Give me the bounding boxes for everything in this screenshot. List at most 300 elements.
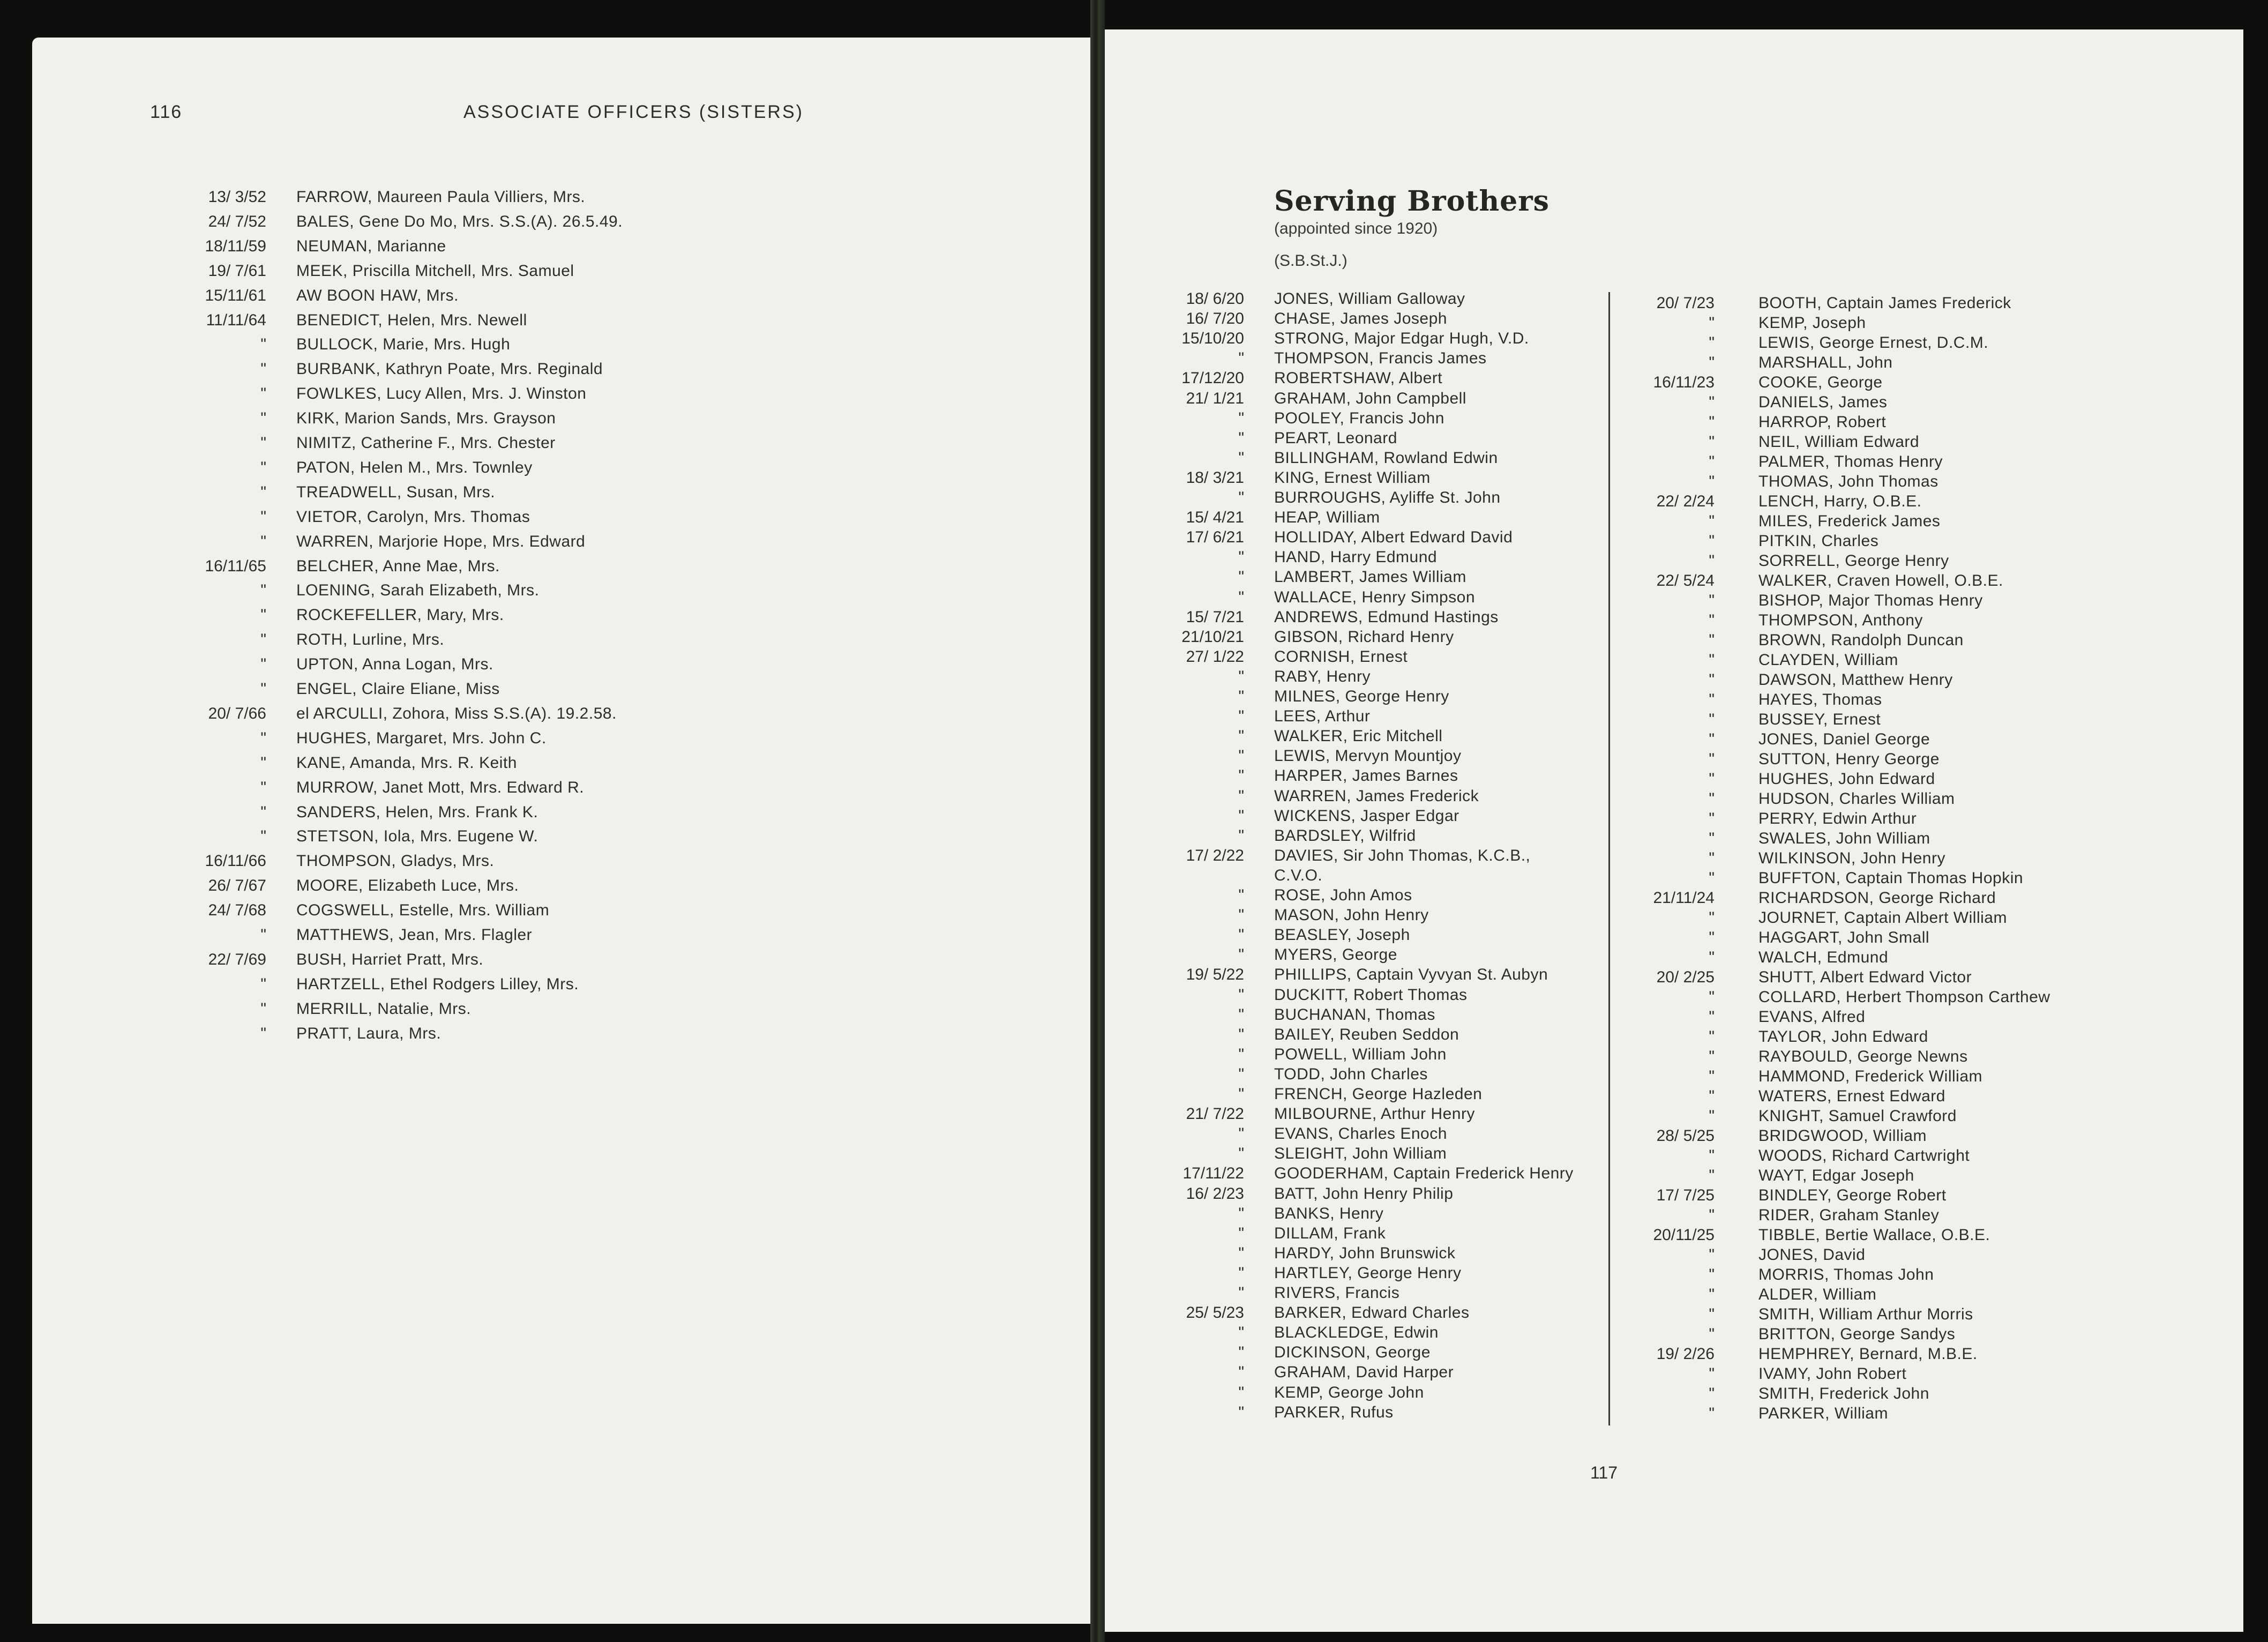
section-subheading: (appointed since 1920) — [1274, 220, 1438, 237]
entry-date: " — [1709, 1365, 1715, 1383]
entry-name: MARSHALL, John — [1758, 354, 1893, 371]
entry-date: " — [1709, 770, 1715, 788]
entry-date: " — [1709, 949, 1715, 966]
entry-date: 16/11/23 — [1653, 374, 1715, 391]
entry-date: " — [260, 483, 266, 501]
entry-date: 15/11/61 — [205, 286, 266, 304]
entry-date: 17/12/20 — [1181, 369, 1244, 387]
entry-name: PITKIN, Charles — [1758, 532, 1879, 550]
entry-name: MORRIS, Thomas John — [1758, 1266, 1934, 1283]
entry-name: THOMAS, John Thomas — [1758, 473, 1938, 490]
entry-name: BUSH, Harriet Pratt, Mrs. — [296, 950, 484, 968]
entry-date: 17/ 7/25 — [1656, 1186, 1715, 1204]
entry-date: " — [1238, 886, 1244, 904]
entry-name: STRONG, Major Edgar Hugh, V.D. — [1274, 330, 1529, 348]
entry-name: DILLAM, Frank — [1274, 1224, 1386, 1242]
entry-name: HAMMOND, Frederick William — [1758, 1068, 1982, 1085]
entry-name: SANDERS, Helen, Mrs. Frank K. — [296, 803, 538, 821]
entry-name: THOMPSON, Gladys, Mrs. — [296, 852, 495, 870]
entry-date: " — [1709, 651, 1715, 669]
entry-date: " — [1238, 1363, 1244, 1382]
entry-name: HARROP, Robert — [1758, 413, 1887, 431]
entry-date: 19/ 2/26 — [1656, 1345, 1715, 1363]
entry-date: " — [1238, 1264, 1244, 1282]
entry-date: 20/ 7/66 — [208, 704, 266, 722]
entry-name: SWALES, John William — [1758, 830, 1930, 847]
entry-name: JOURNET, Captain Albert William — [1758, 909, 2007, 927]
entry-date: " — [1238, 588, 1244, 606]
entry-name: BENEDICT, Helen, Mrs. Newell — [296, 311, 527, 329]
entry-date: " — [1238, 1065, 1244, 1083]
entry-name: ROBERTSHAW, Albert — [1274, 369, 1443, 387]
entry-date: 28/ 5/25 — [1656, 1127, 1715, 1145]
entry-date: 17/11/22 — [1182, 1165, 1244, 1183]
entry-name: CLAYDEN, William — [1758, 651, 1898, 669]
entry-date: " — [1238, 1145, 1244, 1163]
entry-name: HARPER, James Barnes — [1274, 767, 1458, 785]
entry-date: " — [260, 655, 266, 674]
entry-name: RAYBOULD, George Newns — [1758, 1048, 1968, 1065]
entry-name: POWELL, William John — [1274, 1045, 1447, 1063]
entry-name: COOKE, George — [1758, 374, 1883, 391]
entry-name: PRATT, Laura, Mrs. — [296, 1024, 441, 1042]
entry-name: HARTLEY, George Henry — [1274, 1264, 1462, 1282]
entry-name: MILES, Frederick James — [1758, 512, 1941, 530]
entry-date: " — [260, 385, 266, 403]
entry-date: " — [1238, 1224, 1244, 1242]
entry-name: BLACKLEDGE, Edwin — [1274, 1324, 1439, 1342]
entry-name: POOLEY, Francis John — [1274, 409, 1444, 427]
entry-date: " — [1238, 1383, 1244, 1401]
entry-name: MYERS, George — [1274, 946, 1397, 964]
entry-date: 17/ 6/21 — [1186, 528, 1244, 547]
entry-name: RABY, Henry — [1274, 667, 1371, 685]
entry-name: RIVERS, Francis — [1274, 1284, 1400, 1302]
entry-name: BUSSEY, Ernest — [1758, 711, 1881, 728]
entry-date: " — [1709, 1305, 1715, 1323]
entry-name: BOOTH, Captain James Frederick — [1758, 294, 2011, 312]
entry-date: " — [1238, 1085, 1244, 1103]
entry-name: SORRELL, George Henry — [1758, 552, 1949, 570]
entry-name: ROTH, Lurline, Mrs. — [296, 631, 445, 649]
entry-date: " — [1709, 1405, 1715, 1422]
entry-name: KIRK, Marion Sands, Mrs. Grayson — [296, 409, 556, 428]
entry-date: " — [1709, 334, 1715, 352]
entry-date: 15/ 4/21 — [1186, 509, 1244, 527]
entry-date: 19/ 7/61 — [208, 262, 266, 280]
entry-name: GOODERHAM, Captain Frederick Henry — [1274, 1165, 1574, 1183]
entry-name: KEMP, George John — [1274, 1383, 1424, 1401]
entry-name: WALKER, Eric Mitchell — [1274, 727, 1443, 745]
entry-date: " — [1709, 1068, 1715, 1085]
entry-name: BILLINGHAM, Rowland Edwin — [1274, 449, 1498, 467]
entry-name: BAILEY, Reuben Seddon — [1274, 1025, 1459, 1043]
entry-date: 16/ 7/20 — [1186, 310, 1244, 328]
entry-date: " — [1238, 1025, 1244, 1043]
entry-date: 18/ 3/21 — [1186, 468, 1244, 487]
entry-name: VIETOR, Carolyn, Mrs. Thomas — [296, 507, 530, 526]
entry-date: " — [1238, 727, 1244, 745]
entry-date: " — [1238, 1045, 1244, 1063]
entry-date: 21/ 7/22 — [1186, 1105, 1244, 1123]
entry-date: " — [1709, 1107, 1715, 1125]
entry-name: LOENING, Sarah Elizabeth, Mrs. — [296, 581, 540, 600]
entry-name: NEIL, William Edward — [1758, 433, 1920, 451]
entry-date: " — [1709, 314, 1715, 332]
entry-name: BISHOP, Major Thomas Henry — [1758, 592, 1983, 609]
entry-date: " — [1238, 548, 1244, 566]
entry-date: " — [1709, 1266, 1715, 1283]
entry-date: " — [1709, 1147, 1715, 1165]
entry-name: TODD, John Charles — [1274, 1065, 1428, 1083]
entry-date: " — [1238, 349, 1244, 368]
entry-name: BARKER, Edward Charles — [1274, 1304, 1470, 1322]
entry-name: BINDLEY, George Robert — [1758, 1186, 1947, 1204]
entry-date: 22/ 5/24 — [1656, 572, 1715, 589]
entry-date: " — [260, 926, 266, 944]
entry-name: HARTZELL, Ethel Rodgers Lilley, Mrs. — [296, 975, 579, 993]
entry-date: " — [1709, 1206, 1715, 1224]
entry-name: PEART, Leonard — [1274, 429, 1397, 447]
entry-name: GIBSON, Richard Henry — [1274, 628, 1454, 646]
entry-date: " — [1238, 667, 1244, 685]
entry-date: 21/ 1/21 — [1186, 389, 1244, 407]
entry-date: " — [1709, 453, 1715, 471]
entry-date: " — [1238, 1284, 1244, 1302]
entry-name: BALES, Gene Do Mo, Mrs. S.S.(A). 26.5.49. — [296, 212, 623, 230]
section-heading: Serving Brothers — [1274, 185, 1550, 218]
entry-name: RIDER, Graham Stanley — [1758, 1206, 1940, 1224]
entry-date: " — [1238, 807, 1244, 825]
entry-date: 18/ 6/20 — [1186, 290, 1244, 308]
entry-name: LENCH, Harry, O.B.E. — [1758, 492, 1922, 510]
entry-name: UPTON, Anna Logan, Mrs. — [296, 655, 493, 674]
entry-name: LEWIS, George Ernest, D.C.M. — [1758, 334, 1989, 352]
entry-name: ROSE, John Amos — [1274, 886, 1412, 904]
entry-date: " — [260, 753, 266, 772]
entry-name: WATERS, Ernest Edward — [1758, 1087, 1945, 1105]
entry-date: " — [1709, 611, 1715, 629]
entry-date: " — [260, 458, 266, 476]
entry-name: ANDREWS, Edmund Hastings — [1274, 608, 1499, 626]
entry-date: " — [1238, 747, 1244, 765]
entry-date: " — [1709, 1087, 1715, 1105]
entry-date: " — [1709, 433, 1715, 451]
entry-name: LEES, Arthur — [1274, 707, 1371, 726]
entry-date: " — [1238, 707, 1244, 726]
entry-name: JONES, William Galloway — [1274, 290, 1465, 308]
entry-name: WARREN, James Frederick — [1274, 787, 1479, 805]
entry-name: GRAHAM, John Campbell — [1274, 389, 1466, 407]
entry-name: LEWIS, Mervyn Mountjoy — [1274, 747, 1462, 765]
entry-name: EVANS, Alfred — [1758, 1008, 1866, 1026]
entry-date: " — [260, 729, 266, 747]
entry-name: BROWN, Randolph Duncan — [1758, 631, 1964, 649]
entry-name: STETSON, Iola, Mrs. Eugene W. — [296, 827, 538, 846]
entry-date: " — [1709, 730, 1715, 748]
column-divider — [1608, 292, 1610, 1425]
right-page-number: 117 — [1590, 1463, 1618, 1482]
entry-date: 25/ 5/23 — [1186, 1304, 1244, 1322]
entry-name: THOMPSON, Francis James — [1274, 349, 1487, 368]
entry-name: BUFFTON, Captain Thomas Hopkin — [1758, 869, 2024, 887]
entry-date: " — [1238, 767, 1244, 785]
entry-name: BRIDGWOOD, William — [1758, 1127, 1927, 1145]
entry-date: " — [260, 507, 266, 526]
entry-name: DAVIES, Sir John Thomas, K.C.B., — [1274, 846, 1531, 864]
entry-name: MATTHEWS, Jean, Mrs. Flagler — [296, 926, 533, 944]
entry-name: WALLACE, Henry Simpson — [1274, 588, 1476, 606]
entry-name: WALCH, Edmund — [1758, 949, 1889, 966]
entry-date: " — [260, 803, 266, 821]
entry-name: FOWLKES, Lucy Allen, Mrs. J. Winston — [296, 385, 587, 403]
entry-name: WALKER, Craven Howell, O.B.E. — [1758, 572, 2003, 589]
entry-date: " — [260, 606, 266, 624]
entry-date: " — [1238, 1344, 1244, 1362]
entry-name: EVANS, Charles Enoch — [1274, 1125, 1447, 1143]
entry-date: 26/ 7/67 — [208, 877, 266, 895]
entry-name: LAMBERT, James William — [1274, 568, 1466, 586]
entry-date: " — [1709, 869, 1715, 887]
entry-name: KING, Ernest William — [1274, 468, 1431, 487]
entry-name: MILNES, George Henry — [1274, 688, 1449, 705]
entry-name: HAYES, Thomas — [1758, 691, 1882, 708]
entry-name: TAYLOR, John Edward — [1758, 1028, 1928, 1046]
entry-name: THOMPSON, Anthony — [1758, 611, 1923, 629]
entry-date: " — [260, 778, 266, 796]
entry-date: " — [1709, 790, 1715, 808]
entry-date: " — [1238, 1244, 1244, 1262]
entry-date: " — [1709, 1028, 1715, 1046]
entry-date: " — [260, 360, 266, 378]
entry-name: TREADWELL, Susan, Mrs. — [296, 483, 496, 501]
entry-name: NIMITZ, Catherine F., Mrs. Chester — [296, 434, 556, 452]
entry-name: KANE, Amanda, Mrs. R. Keith — [296, 753, 517, 772]
entry-name: PALMER, Thomas Henry — [1758, 453, 1943, 471]
entry-name: BURBANK, Kathryn Poate, Mrs. Reginald — [296, 360, 603, 378]
entry-name: PERRY, Edwin Arthur — [1758, 810, 1917, 827]
entry-name: GRAHAM, David Harper — [1274, 1363, 1454, 1382]
entry-date: " — [1709, 810, 1715, 827]
entry-date: 27/ 1/22 — [1186, 647, 1244, 666]
entry-name: MEEK, Priscilla Mitchell, Mrs. Samuel — [296, 262, 574, 280]
entry-name: HOLLIDAY, Albert Edward David — [1274, 528, 1513, 547]
entry-date: " — [1709, 631, 1715, 649]
entry-date: " — [1709, 909, 1715, 927]
entry-name: PATON, Helen M., Mrs. Townley — [296, 458, 533, 476]
entry-date: 21/11/24 — [1653, 889, 1715, 907]
entry-name: SLEIGHT, John William — [1274, 1145, 1447, 1163]
entry-name: IVAMY, John Robert — [1758, 1365, 1907, 1383]
entry-name: DUCKITT, Robert Thomas — [1274, 986, 1468, 1004]
entry-name: WARREN, Marjorie Hope, Mrs. Edward — [296, 532, 586, 550]
entry-date: " — [260, 999, 266, 1018]
entry-date: " — [1709, 473, 1715, 490]
entry-date: " — [1709, 354, 1715, 371]
book-gutter — [1090, 0, 1105, 1642]
entry-name: WILKINSON, John Henry — [1758, 849, 1945, 867]
entry-name: HUDSON, Charles William — [1758, 790, 1955, 808]
entry-date: " — [260, 1024, 266, 1042]
entry-date: " — [1709, 711, 1715, 728]
entry-date: " — [1238, 1125, 1244, 1143]
entry-date: 19/ 5/22 — [1186, 966, 1244, 984]
entry-date: " — [1709, 512, 1715, 530]
entry-name: SMITH, Frederick John — [1758, 1385, 1929, 1402]
entry-date: " — [1709, 1286, 1715, 1303]
entry-date: " — [1238, 568, 1244, 586]
entry-name: BULLOCK, Marie, Mrs. Hugh — [296, 335, 511, 354]
entry-date: " — [1238, 688, 1244, 705]
entry-name: KEMP, Joseph — [1758, 314, 1866, 332]
entry-date: 22/ 2/24 — [1656, 492, 1715, 510]
entry-name: BELCHER, Anne Mae, Mrs. — [296, 557, 500, 575]
entry-name: FRENCH, George Hazleden — [1274, 1085, 1483, 1103]
entry-name: PARKER, Rufus — [1274, 1403, 1394, 1421]
entry-date: " — [1709, 413, 1715, 431]
entry-name: COGSWELL, Estelle, Mrs. William — [296, 901, 550, 920]
entry-name: HAGGART, John Small — [1758, 929, 1930, 946]
entry-name: PHILLIPS, Captain Vyvyan St. Aubyn — [1274, 966, 1548, 984]
entry-date: " — [260, 975, 266, 993]
entry-name: WOODS, Richard Cartwright — [1758, 1147, 1970, 1165]
entry-date: 16/11/66 — [205, 852, 266, 870]
entry-name: RICHARDSON, George Richard — [1758, 889, 1996, 907]
entry-date: " — [1709, 592, 1715, 609]
entry-date: " — [1238, 1005, 1244, 1024]
entry-name: AW BOON HAW, Mrs. — [296, 286, 459, 304]
entry-date: " — [1238, 409, 1244, 427]
entry-date: " — [1238, 906, 1244, 924]
entry-name: COLLARD, Herbert Thompson Carthew — [1758, 988, 2050, 1006]
entry-name: SUTTON, Henry George — [1758, 750, 1940, 768]
entry-date: " — [1709, 691, 1715, 708]
entry-date: " — [1238, 946, 1244, 964]
entry-date: 20/ 2/25 — [1656, 968, 1715, 986]
entry-name: HEAP, William — [1274, 509, 1380, 527]
entry-date: " — [1238, 1403, 1244, 1421]
entry-name: DANIELS, James — [1758, 393, 1888, 411]
entry-date: 18/11/59 — [205, 237, 266, 255]
entry-date: " — [1238, 986, 1244, 1004]
entry-name: DAWSON, Matthew Henry — [1758, 671, 1953, 689]
left-running-head: ASSOCIATE OFFICERS (SISTERS) — [463, 102, 804, 122]
entry-date: 11/11/64 — [206, 311, 266, 329]
entry-date: 20/ 7/23 — [1656, 294, 1715, 312]
entry-date: 16/ 2/23 — [1186, 1184, 1244, 1203]
entry-date: 21/10/21 — [1181, 628, 1244, 646]
entry-name: MURROW, Janet Mott, Mrs. Edward R. — [296, 778, 585, 796]
left-page-number: 116 — [150, 102, 183, 122]
entry-date: " — [1709, 671, 1715, 689]
entry-name: el ARCULLI, Zohora, Miss S.S.(A). 19.2.58. — [296, 704, 617, 722]
entry-name: BANKS, Henry — [1274, 1204, 1384, 1222]
entry-date: 15/ 7/21 — [1186, 608, 1244, 626]
entry-date: " — [1238, 926, 1244, 944]
entry-name: MILBOURNE, Arthur Henry — [1274, 1105, 1475, 1123]
entry-date: " — [1238, 1324, 1244, 1342]
entry-date: " — [260, 434, 266, 452]
entry-date: 15/10/20 — [1181, 330, 1244, 348]
entry-date: 16/11/65 — [205, 557, 266, 575]
entry-name: C.V.O. — [1274, 866, 1323, 884]
entry-name: ENGEL, Claire Eliane, Miss — [296, 680, 500, 698]
entry-date: 20/11/25 — [1653, 1226, 1715, 1244]
entry-date: " — [1709, 1385, 1715, 1402]
entry-name: HAND, Harry Edmund — [1274, 548, 1438, 566]
entry-name: SMITH, William Arthur Morris — [1758, 1305, 1973, 1323]
entry-name: DICKINSON, George — [1274, 1344, 1431, 1362]
entry-name: WAYT, Edgar Joseph — [1758, 1167, 1914, 1184]
entry-date: " — [1709, 988, 1715, 1006]
entry-date: " — [1709, 1167, 1715, 1184]
entry-date: 24/ 7/52 — [208, 212, 266, 230]
entry-date: " — [260, 827, 266, 846]
book-edge — [2243, 0, 2268, 1642]
entry-name: NEUMAN, Marianne — [296, 237, 446, 255]
entry-date: " — [1709, 929, 1715, 946]
entry-name: CORNISH, Ernest — [1274, 647, 1408, 666]
entry-name: FARROW, Maureen Paula Villiers, Mrs. — [296, 188, 586, 206]
entry-date: " — [1709, 830, 1715, 847]
entry-name: KNIGHT, Samuel Crawford — [1758, 1107, 1957, 1125]
entry-date: " — [260, 532, 266, 550]
entry-date: " — [1238, 449, 1244, 467]
entry-name: JONES, Daniel George — [1758, 730, 1930, 748]
entry-date: " — [1709, 1008, 1715, 1026]
entry-date: 17/ 2/22 — [1186, 846, 1244, 864]
entry-name: WICKENS, Jasper Edgar — [1274, 807, 1459, 825]
entry-name: BRITTON, George Sandys — [1758, 1325, 1956, 1343]
entry-name: MASON, John Henry — [1274, 906, 1429, 924]
entry-name: HUGHES, Margaret, Mrs. John C. — [296, 729, 547, 747]
order-abbreviation: (S.B.St.J.) — [1274, 252, 1348, 270]
entry-name: HEMPHREY, Bernard, M.B.E. — [1758, 1345, 1978, 1363]
entry-name: MERRILL, Natalie, Mrs. — [296, 999, 471, 1018]
entry-date: " — [260, 680, 266, 698]
entry-name: HUGHES, John Edward — [1758, 770, 1935, 788]
entry-name: JONES, David — [1758, 1246, 1866, 1264]
entry-date: " — [260, 631, 266, 649]
entry-date: " — [260, 335, 266, 354]
entry-date: " — [1709, 532, 1715, 550]
entry-date: " — [1709, 393, 1715, 411]
entry-name: ROCKEFELLER, Mary, Mrs. — [296, 606, 504, 624]
entry-date: " — [1238, 826, 1244, 845]
entry-date: 13/ 3/52 — [208, 188, 266, 206]
entry-name: BURROUGHS, Ayliffe St. John — [1274, 489, 1501, 506]
entry-date: " — [1238, 429, 1244, 447]
entry-date: " — [1709, 750, 1715, 768]
entry-date: 24/ 7/68 — [208, 901, 266, 920]
entry-date: " — [1709, 552, 1715, 570]
entry-date: " — [1709, 849, 1715, 867]
entry-name: SHUTT, Albert Edward Victor — [1758, 968, 1972, 986]
entry-date: " — [260, 581, 266, 600]
entry-name: BUCHANAN, Thomas — [1274, 1005, 1435, 1024]
entry-name: ALDER, William — [1758, 1286, 1877, 1303]
entry-name: BATT, John Henry Philip — [1274, 1184, 1454, 1203]
entry-date: 22/ 7/69 — [208, 950, 266, 968]
entry-date: " — [260, 409, 266, 428]
entry-date: " — [1238, 489, 1244, 506]
entry-name: MOORE, Elizabeth Luce, Mrs. — [296, 877, 519, 895]
entry-name: BARDSLEY, Wilfrid — [1274, 826, 1416, 845]
entry-name: TIBBLE, Bertie Wallace, O.B.E. — [1758, 1226, 1990, 1244]
entry-name: CHASE, James Joseph — [1274, 310, 1447, 328]
entry-date: " — [1709, 1325, 1715, 1343]
entry-name: PARKER, William — [1758, 1405, 1888, 1422]
